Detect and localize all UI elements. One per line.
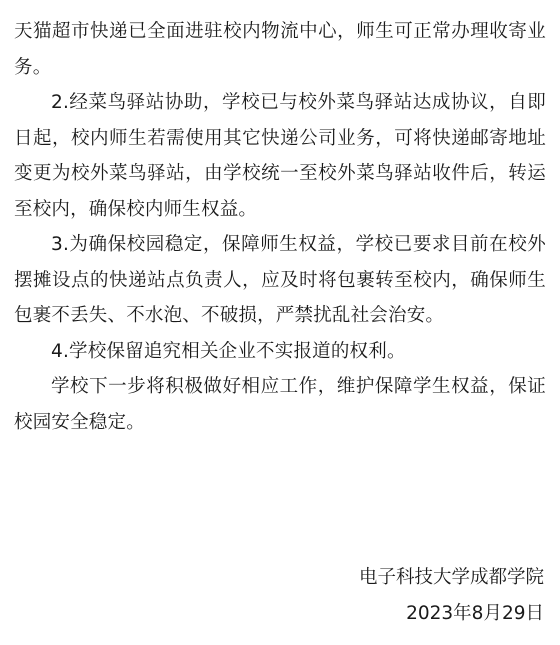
signature-organization: 电子科技大学成都学院 bbox=[358, 567, 544, 588]
paragraph-4: 4.学校保留追究相关企业不实报道的权利。 bbox=[51, 340, 406, 362]
signature-block bbox=[359, 560, 544, 632]
paragraph-5: 学校下一步将积极做好相应工作，维护保障学生权益，保证校园安全稳定。 bbox=[14, 376, 546, 433]
notice-body bbox=[14, 14, 546, 440]
paragraph-2: 2.经菜鸟驿站协助，学校已与校外菜鸟驿站达成协议，自即日起，校内师生若需使用其它快递公司业务，可将快递邮寄地址变更为校外菜鸟驿站，由学校统一至校外菜鸟驿站收件后，转运至校内，确保校内师生权益。 bbox=[14, 92, 546, 220]
paragraph-3: 3.为确保校园稳定，保障师生权益，学校已要求目前在校外摆摊设点的快递站点负责人，应及时将包裹转至校内，确保师生包裹不丢失、不水泡、不破损，严禁扰乱社会治安。 bbox=[14, 234, 546, 326]
paragraph-1: 天猫超市快递已全面进驻校内物流中心，师生可正常办理收寄业务。 bbox=[14, 21, 546, 78]
signature-date: 2023年8月29日 bbox=[406, 603, 544, 624]
